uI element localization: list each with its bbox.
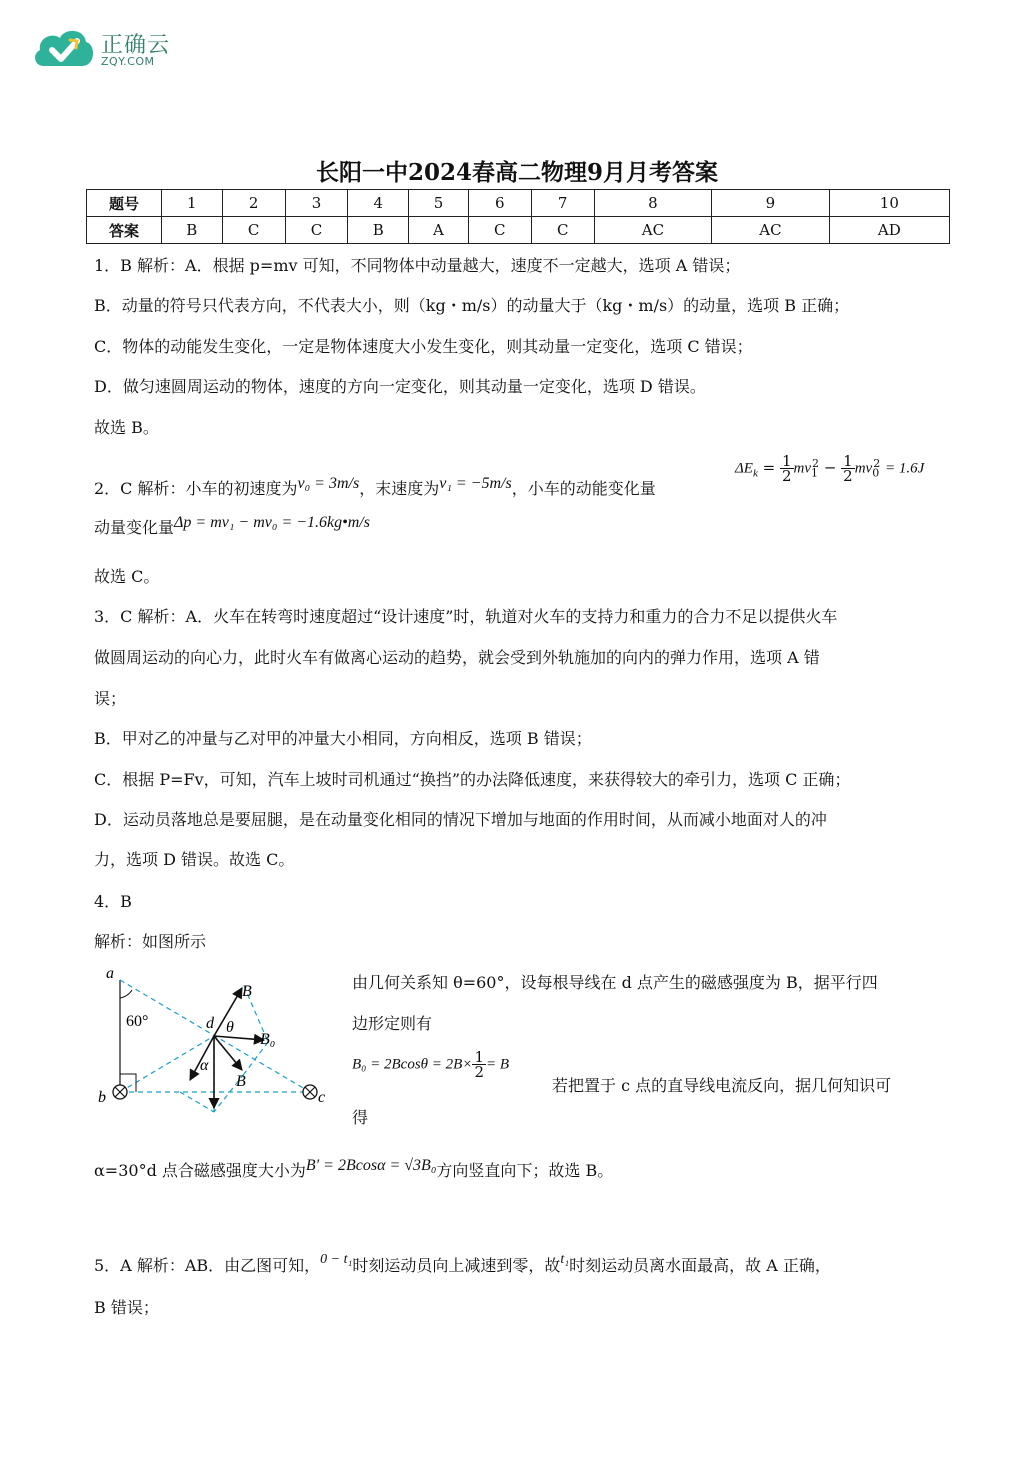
fig-label-c: c — [318, 1089, 326, 1106]
table-cell: AD — [829, 217, 949, 244]
table-cell: C — [531, 217, 594, 244]
fig-label-B-top: B — [242, 983, 252, 1000]
q2-mid1: ，末速度为 — [359, 479, 440, 498]
table-cell: 4 — [348, 190, 409, 217]
q5-t1: t₁ — [560, 1252, 570, 1267]
fig-label-a: a — [106, 965, 114, 982]
table-cell: B — [162, 217, 223, 244]
q2-line1 — [94, 475, 656, 500]
q2-lead: 2．C 解析：小车的初速度为 — [94, 479, 298, 498]
q1-line3: C．物体的动能发生变化，一定是物体速度大小发生变化，则其动量一定变化，选项 C 错误； — [94, 337, 753, 356]
q2-line2 — [94, 514, 370, 539]
q4-formula-end: = B — [485, 1056, 510, 1073]
page-title: 长阳一中2024春高二物理9月月考答案 — [315, 159, 719, 186]
q2-v1: v₁ = −5m/s — [439, 475, 512, 492]
table-header-answer: 答案 — [87, 217, 162, 244]
table-cell: 3 — [285, 190, 348, 217]
q4-text1: 由几何关系知 θ=60°，设每根导线在 d 点产生的磁感强度为 B，据平行四 — [352, 973, 878, 992]
q5-lead: 5．A 解析：AB．由乙图可知， — [94, 1256, 321, 1275]
logo-domain: ZQY.COM — [101, 55, 155, 68]
q1-line4: D．做匀速圆周运动的物体，速度的方向一定变化，则其动量一定变化，选项 D 错误。 — [94, 377, 706, 396]
zqy-logo-icon — [30, 24, 98, 72]
fig-label-B-bottom: B — [236, 1073, 246, 1090]
q3-line1: 3．C 解析：A．火车在转弯时速度超过“设计速度”时，轨道对火车的支持力和重力的合力不足以提供火车 — [94, 607, 838, 626]
table-cell: A — [409, 217, 469, 244]
q3-line7: 力，选项 D 错误。故选 C。 — [94, 850, 295, 869]
q2-mid2: ，小车的动能变化量 — [511, 479, 656, 498]
table-cell: 7 — [531, 190, 594, 217]
table-row-numbers — [87, 190, 950, 217]
q5-line2: B 错误； — [94, 1298, 159, 1317]
q5-mid: 时刻运动员向上减速到零，故 — [352, 1256, 561, 1275]
q2-conclusion: 故选 C。 — [94, 567, 160, 586]
table-cell: AC — [594, 217, 712, 244]
fig-label-B0: B₀ — [260, 1031, 276, 1048]
q2-ek-sub: k — [752, 467, 758, 480]
q5-tail: 时刻运动员离水面最高，故 A 正确， — [569, 1256, 831, 1275]
fig-label-d: d — [206, 1015, 214, 1032]
q4-formula: B₀ = 2Bcosθ = 2B× $\frac{1}{2}$ = B — [352, 1048, 510, 1081]
q1-conclusion: 故选 B。 — [94, 418, 159, 437]
fig-label-theta: θ — [226, 1019, 234, 1036]
table-cell: 5 — [409, 190, 469, 217]
q4-intro: 解析：如图所示 — [94, 932, 207, 951]
q5-line1 — [94, 1252, 831, 1278]
q4-head: 4．B — [94, 892, 132, 911]
q4-text2: 边形定则有 — [352, 1014, 433, 1033]
q1-line2: B．动量的符号只代表方向，不代表大小，则（kg・m/s）的动量大于（kg・m/s）的动量，选项 B 正确； — [94, 296, 850, 315]
q2-ek-rhs: = 1.6J — [884, 460, 925, 477]
q2-energy-formula: $\Delta E_k$ = $\frac{1}{2}$ $mv_1^2$ − $\frac{1}{2}$ $mv_0^2 = 1.6J$ — [735, 452, 925, 485]
table-cell: 1 — [162, 190, 223, 217]
table-cell: 2 — [222, 190, 285, 217]
logo-name: 正确云 — [101, 33, 171, 58]
q4-last-lead: α=30°d 点合磁感强度大小为 — [94, 1161, 306, 1180]
q4-text4: 得 — [352, 1108, 369, 1127]
q3-line2: 做圆周运动的向心力，此时火车有做离心运动的趋势，就会受到外轨施加的向内的弹力作用，选项 A 错 — [94, 648, 820, 667]
fig-label-alpha: α — [200, 1057, 209, 1074]
table-cell: B — [348, 217, 409, 244]
q4-text3: 若把置于 c 点的直导线电流反向，据几何知识可 — [552, 1076, 892, 1095]
table-row-answers — [87, 217, 950, 244]
q4-last-tail: 方向竖直向下；故选 B。 — [436, 1161, 614, 1180]
q4-last-line — [94, 1157, 614, 1182]
q3-line4: B．甲对乙的冲量与乙对甲的冲量大小相同，方向相反，选项 B 错误； — [94, 729, 592, 748]
fig-label-b: b — [98, 1089, 106, 1106]
table-header-number: 题号 — [87, 190, 162, 217]
table-cell: 10 — [829, 190, 949, 217]
q2-ek-lhs: ΔE — [735, 460, 753, 477]
fig-label-angle: 60° — [126, 1013, 149, 1030]
q3-line5: C．根据 P=Fv，可知，汽车上坡时司机通过“换挡”的办法降低速度，来获得较大的牵引力，选项 C 正确； — [94, 770, 851, 789]
table-cell: 8 — [594, 190, 712, 217]
q2-line2-lead: 动量变化量 — [94, 518, 175, 537]
q2-dp: Δp = mv₁ − mv₀ = −1.6kg•m/s — [174, 514, 370, 531]
q1-line1: 1．B 解析：A．根据 p=mv 可知，不同物体中动量越大，速度不一定越大，选项 A 错误； — [94, 256, 741, 275]
table-cell: 6 — [468, 190, 531, 217]
q3-line3: 误； — [94, 689, 127, 708]
magnetic-field-diagram — [92, 962, 342, 1122]
table-cell: 9 — [712, 190, 830, 217]
q3-line6: D．运动员落地总是要屈腿，是在动量变化相同的情况下增加与地面的作用时间，从而减小地面对人的冲 — [94, 810, 827, 829]
q4-last-formula: B′ = 2Bcosα = √3B₀ — [305, 1157, 437, 1174]
q5-interval: 0 − t₁ — [320, 1252, 353, 1267]
table-cell: AC — [712, 217, 830, 244]
answer-table — [86, 189, 950, 244]
q2-v0: v₀ = 3m/s — [297, 475, 360, 492]
table-cell: C — [222, 217, 285, 244]
table-cell: C — [285, 217, 348, 244]
q4-formula-lhs: B₀ = 2Bcosθ = 2B× — [352, 1056, 473, 1073]
table-cell: C — [468, 217, 531, 244]
